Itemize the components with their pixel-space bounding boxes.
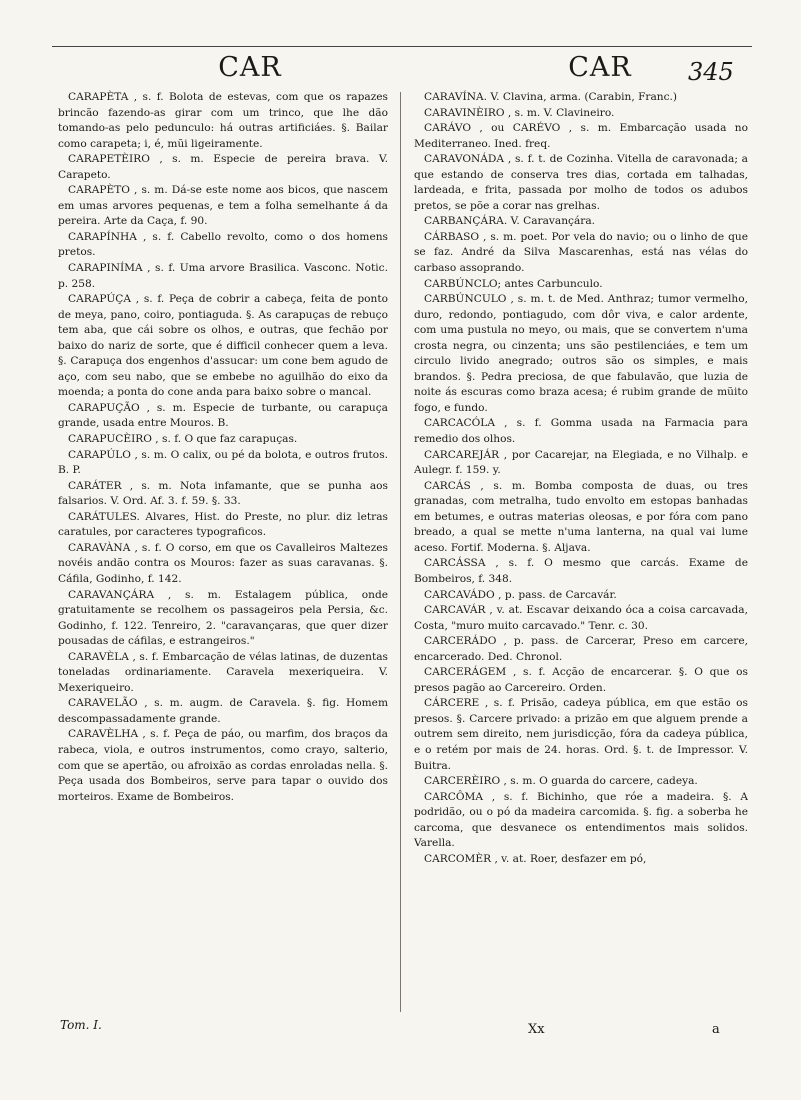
dictionary-entry: CARCOMÈR , v. at. Roer, desfazer em pó, <box>424 852 647 865</box>
dictionary-entry: CARAVÍNA. V. Clavina, arma. (Carabin, Franc.) <box>424 91 678 103</box>
dictionary-entry: CARCACÓLA , s. f. Gomma usada na Farmacia para remedio dos olhos. <box>414 417 748 446</box>
dictionary-entry: CARAVANÇÁRA , s. m. Estalagem pública, onde gratuitamente se recolhem os passageiros pela Persia, &c. Godinho, f. 122. Tenreiro, 2. "caravançaras, que quer dizer pousadas de cáfilas, e estrangeiros." <box>58 588 388 648</box>
dictionary-entry: CÁRCERE , s. f. Prisão, cadeya pública, em que estão os presos. §. Carcere privado: a prizão em que alguem prende a outrem sem direito, nem jurisdicção, fóra da cadeya pública, e o retém por mais de 24. horas. Ord. §. t. de Impressor. V. Buitra. <box>414 697 748 772</box>
dictionary-entry: CARCÁSSA , s. f. O mesmo que carcás. Exame de Bombeiros, f. 348. <box>414 557 748 585</box>
dictionary-entry: CARAPÈTA , s. f. Bolota de estevas, com que os rapazes brincão fazendo-as girar com um trinco, que lhe dão tomando-as pelo pedunculo: há outras artificiáes. §. Bailar como carapeta; i, é, mũi ligeiramente. <box>58 91 388 150</box>
dictionary-entry: CARCAVÁR , v. at. Escavar deixando óca a coisa carcavada, Costa, "muro muito carcavado." Tenr. c. 30. <box>414 604 748 632</box>
dictionary-entry: CÁRBASO , s. m. poet. Por vela do navio; ou o linho de que se faz. André da Silva Mascarenhas, está nas vélas do carbaso assoprando. <box>414 230 748 275</box>
dictionary-entry: CARCAREJÁR , por Cacarejar, na Elegiada, e no Vilhalp. e Aulegr. f. 159. y. <box>414 448 748 477</box>
running-head-right: CAR <box>568 52 632 83</box>
dictionary-entry: CARAPETÈIRO , s. m. Especie de pereira brava. V. Carapeto. <box>58 153 388 181</box>
dictionary-entry: CARAVONÁDA , s. f. t. de Cozinha. Vitella de caravonada; a que estando de conserva tres dias, cortada em talhadas, lardeada, e frita, passada por molho de todos os adubos pretos, se põe a corar nas grelhas. <box>414 153 748 212</box>
dictionary-entry: CARAPÚÇA , s. f. Peça de cobrir a cabeça, feita de ponto de meya, pano, coiro, pontiaguda. §. As carapuças de rebuço tem aba, que cái sobre os olhos, e outras, que fechão por baixo do nariz de sorte, que é difficil conhecer quem a leva. §. Carapuça dos engenhos d'assucar: um cone bem agudo de aço, com seu nabo, que se embebe no aguilhão do eixo da moenda; a ponta do cone anda para baixo sobre o mancal. <box>58 293 388 399</box>
dictionary-entry: CARÁTER , s. m. Nota infamante, que se punha aos falsarios. V. Ord. Af. 3. f. 59. §. 33. <box>58 479 388 508</box>
dictionary-entry: CARCERÁGEM , s. f. Acção de encarcerar. §. O que os presos pagão ao Carcereiro. Orden. <box>414 666 748 694</box>
signature-mark: Xx <box>528 1022 545 1037</box>
dictionary-entry: CARAPÍNHA , s. f. Cabello revolto, como o dos homens pretos. <box>58 230 388 259</box>
dictionary-entry: CARAPÈTO , s. m. Dá-se este nome aos bicos, que nascem em umas arvores pequenas, e tem a folha semelhante á da pereira. Arte da Caça, f. 90. <box>58 184 388 228</box>
dictionary-entry: CARAVELÃO , s. m. augm. de Caravela. §. fig. Homem descompassadamente grande. <box>58 697 388 725</box>
dictionary-entry: CARAVÈLA , s. f. Embarcação de vélas latinas, de duzentas toneladas ordinariamente. Caravela mexeriqueira. V. Mexeriqueiro. <box>58 650 388 694</box>
dictionary-entry: CARAPINÍMA , s. f. Uma arvore Brasilica. Vasconc. Notic. p. 258. <box>58 262 388 290</box>
dictionary-entry: CARCÔMA , s. f. Bichinho, que róe a madeira. §. A podridão, ou o pó da madeira carcomida. §. fig. a soberba he carcoma, que desvanece os entendimentos mais solidos. Varella. <box>414 790 748 850</box>
dictionary-entry: CARÁTULES. Alvares, Hist. do Preste, no plur. diz letras caratules, por caracteres typograficos. <box>58 510 388 539</box>
dictionary-entry: CARÁVO , ou CARÉVO , s. m. Embarcação usada no Mediterraneo. Ined. freq. <box>414 122 748 150</box>
dictionary-entry: CARCÁS , s. m. Bomba composta de duas, ou tres granadas, com metralha, tudo envolto em estopas banhadas em betumes, e outras materias oleosas, e por fóra com pano breado, a qual se mette n'uma lanterna, na qual vai lume aceso. Fortif. Moderna. §. Aljava. <box>414 479 748 554</box>
right-column <box>414 90 748 1070</box>
dictionary-entry: CARBANÇÁRA. V. Caravançára. <box>424 215 596 228</box>
running-head-left: CAR <box>218 52 282 83</box>
dictionary-entry: CARCERÁDO , p. pass. de Carcerar, Preso em carcere, encarcerado. Ded. Chronol. <box>414 635 748 663</box>
page-number: 345 <box>688 58 734 86</box>
catchword: a <box>712 1022 720 1037</box>
dictionary-entry: CARAVÈLHA , s. f. Peça de páo, ou marfim, dos braços da rabeca, viola, e outros instrumentos, como crayo, salterio, com que se apertão, ou afroixão as cordas enroladas nella. §. Peça usada dos Bombeiros, serve para tapar o ouvido dos morteiros. Exame de Bombeiros. <box>58 728 388 803</box>
dictionary-entry: CARBÚNCULO , s. m. t. de Med. Anthraz; tumor vermelho, duro, redondo, pontiagudo, com dôr viva, e calor ardente, com uma pustula no meyo, ou mais, que se convertem n'uma crosta negra, ou cinzenta; uns são pestilenciáes, e tem um circulo livido anegrado; outros são os simples, e mais brandos. §. Pedra preciosa, de que fabulavão, que luzia de noite ás escuras como braza acesa; é rubim grande de mũito fogo, e fundo. <box>414 293 748 414</box>
dictionary-entry: CARAVINÈIRO , s. m. V. Clavineiro. <box>424 106 615 119</box>
dictionary-entry: CARAVÀNA , s. f. O corso, em que os Cavalleiros Maltezes novéis andão contra os Mouros: fazer as suas caravanas. §. Cáfila, Godinho, f. 142. <box>58 541 388 585</box>
left-column <box>58 90 388 1070</box>
column-divider <box>400 92 401 1012</box>
dictionary-entry: CARCERÈIRO , s. m. O guarda do carcere, cadeya. <box>424 775 698 788</box>
dictionary-entry: CARBÚNCLO; antes Carbunculo. <box>424 277 603 290</box>
dictionary-entry: CARCAVÁDO , p. pass. de Carcavár. <box>424 588 617 601</box>
dictionary-entry: CARAPUÇÃO , s. m. Especie de turbante, ou carapuça grande, usada entre Mouros. B. <box>58 401 388 430</box>
header-rule <box>52 46 752 47</box>
dictionary-entry: CARAPUCÈIRO , s. f. O que faz carapuças. <box>68 433 298 446</box>
volume-label: Tom. I. <box>60 1018 102 1032</box>
dictionary-entry: CARAPÚLO , s. m. O calix, ou pé da bolota, e outros frutos. B. P. <box>58 448 388 477</box>
